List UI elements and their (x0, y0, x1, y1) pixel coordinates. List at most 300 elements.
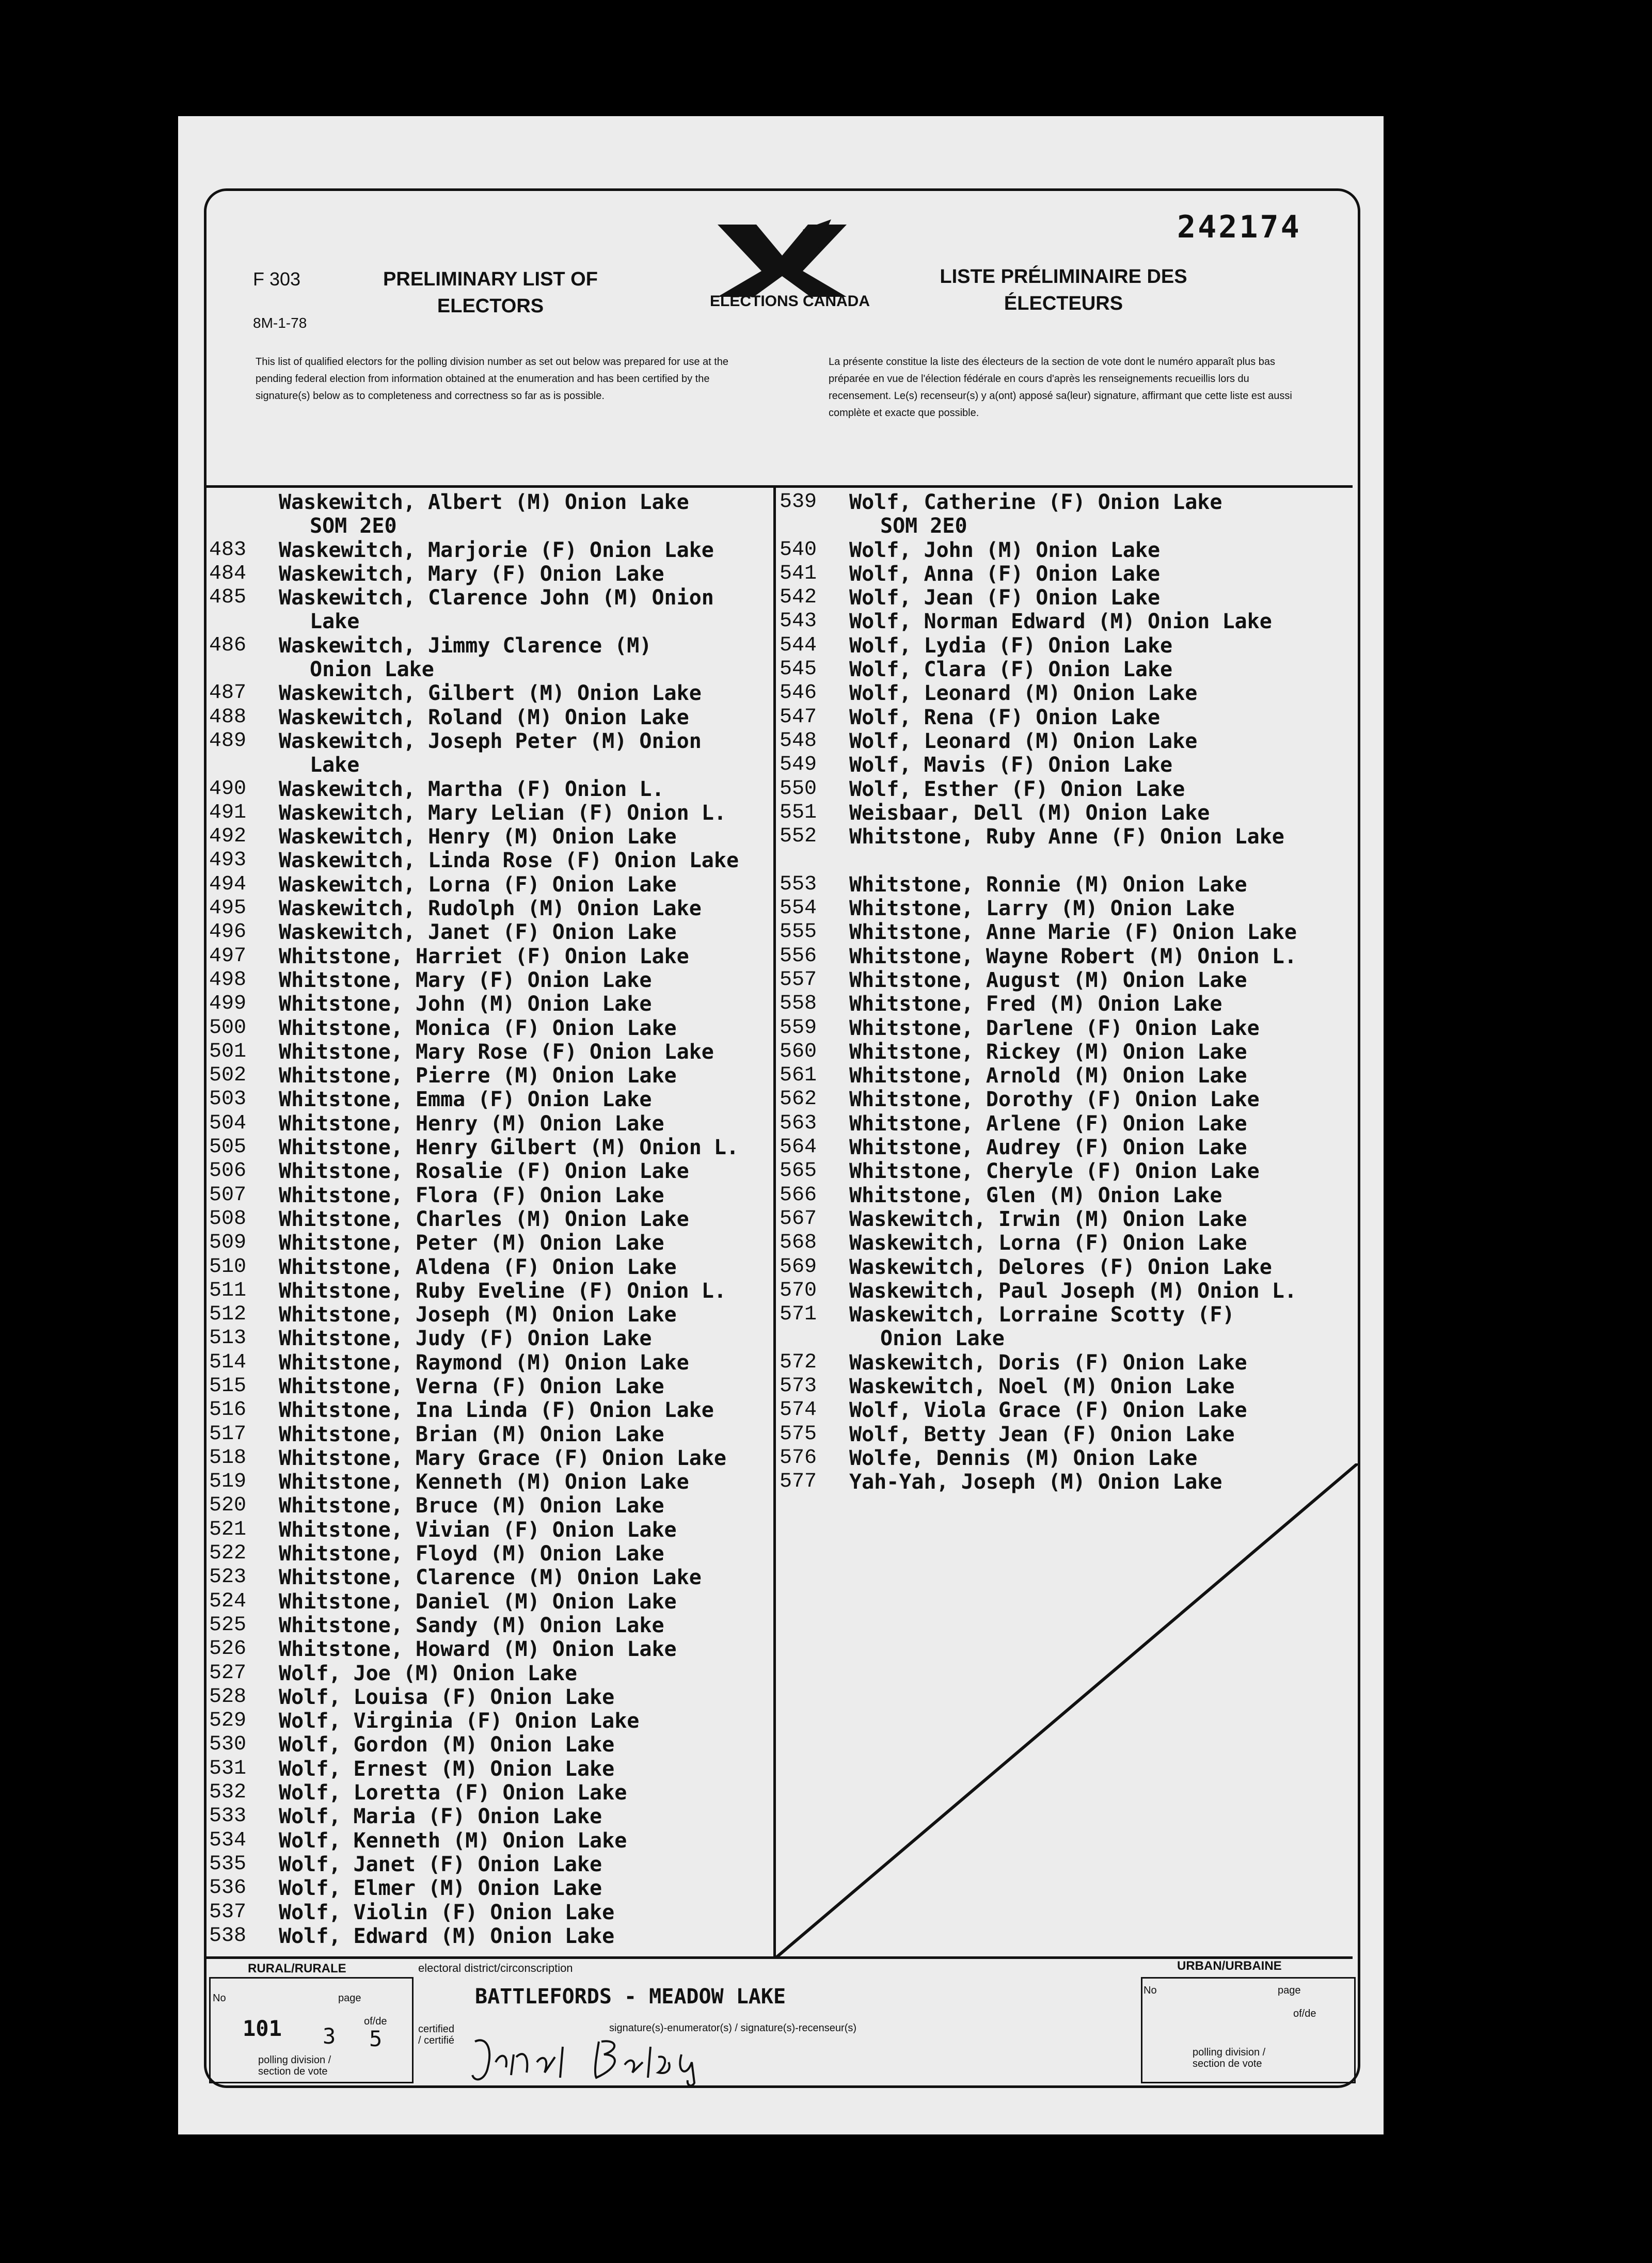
elector-number: 577 (780, 1470, 817, 1494)
elector-entry: Wolf, Violin (F) Onion Lake (279, 1900, 615, 1924)
elector-row (209, 992, 772, 1016)
urban-no-label: No (1143, 1985, 1157, 1996)
elector-entry: Waskewitch, Rudolph (M) Onion Lake (279, 897, 702, 921)
elector-number: 533 (209, 1805, 247, 1828)
poll-number: 101 (243, 2016, 282, 2041)
elector-entry: Whitstone, Aldena (F) Onion Lake (279, 1255, 677, 1279)
elector-entry: Whitstone, Brian (M) Onion Lake (279, 1422, 664, 1446)
elector-row (780, 801, 1353, 825)
elector-entry: Wolf, Lydia (F) Onion Lake (849, 633, 1173, 658)
elector-number: 510 (209, 1255, 247, 1279)
elector-entry: Waskewitch, Linda Rose (F) Onion Lake (279, 849, 739, 873)
elector-entry: Whitstone, Clarence (M) Onion Lake (279, 1566, 702, 1590)
elector-number: 507 (209, 1183, 247, 1207)
logo-text: ELECTIONS CANADA (710, 293, 870, 310)
district-value: BATTLEFORDS - MEADOW LAKE (475, 1985, 786, 2009)
elector-entry: Whitstone, Ina Linda (F) Onion Lake (279, 1398, 714, 1423)
elector-number: 571 (780, 1303, 817, 1327)
elector-row (780, 681, 1353, 705)
elector-entry: Onion Lake (880, 1327, 1005, 1351)
elector-number: 576 (780, 1446, 817, 1470)
elector-row (209, 1375, 772, 1398)
elector-entry: Whitstone, Rickey (M) Onion Lake (849, 1040, 1247, 1064)
elector-number: 553 (780, 872, 817, 896)
elector-row (780, 897, 1353, 920)
elector-number: 575 (780, 1422, 817, 1446)
elector-entry: Whitstone, Bruce (M) Onion Lake (279, 1494, 664, 1518)
elector-entry: Waskewitch, Delores (F) Onion Lake (849, 1255, 1272, 1279)
elector-row (209, 1876, 772, 1900)
elector-entry: Whitstone, Larry (M) Onion Lake (849, 897, 1235, 921)
elector-entry: Whitstone, Peter (M) Onion Lake (279, 1231, 664, 1255)
elector-entry: Whitstone, Raymond (M) Onion Lake (279, 1350, 689, 1375)
elector-row (209, 1231, 772, 1255)
elector-row (780, 920, 1353, 944)
elector-entry: Whitstone, Mary Grace (F) Onion Lake (279, 1446, 726, 1470)
elector-entry: Whitstone, Monica (F) Onion Lake (279, 1016, 677, 1040)
elector-entry: Waskewitch, Marjorie (F) Onion Lake (279, 538, 714, 562)
elector-entry: Whitstone, Kenneth (M) Onion Lake (279, 1470, 689, 1494)
elector-row (780, 634, 1353, 658)
elector-row (209, 849, 772, 872)
elector-entry: Whitstone, Henry (M) Onion Lake (279, 1111, 664, 1136)
right-elector-column (780, 490, 1353, 1494)
header-divider (206, 485, 1353, 488)
elector-entry: Whitstone, Daniel (M) Onion Lake (279, 1589, 677, 1614)
elector-entry: Whitstone, Wayne Robert (M) Onion L. (849, 944, 1297, 968)
elector-number: 521 (209, 1518, 247, 1541)
elector-row (209, 1566, 772, 1589)
elector-entry: Wolf, Rena (F) Onion Lake (849, 705, 1161, 729)
elector-number: 555 (780, 920, 817, 944)
elector-number: 503 (209, 1088, 247, 1111)
elector-row (209, 1016, 772, 1040)
elector-row (780, 1136, 1353, 1159)
elector-row (209, 1829, 772, 1853)
elector-entry: Whitstone, Harriet (F) Onion Lake (279, 944, 689, 968)
elector-entry: Wolf, Elmer (M) Onion Lake (279, 1876, 602, 1901)
elector-number: 490 (209, 777, 247, 801)
elector-number: 502 (209, 1064, 247, 1088)
elector-row (780, 777, 1353, 801)
elector-entry: Whitstone, Ruby Anne (F) Onion Lake (849, 825, 1284, 849)
elector-entry: Waskewitch, Mary Lelian (F) Onion L. (279, 801, 726, 825)
elector-row (209, 1662, 772, 1685)
elector-row (209, 1709, 772, 1733)
elector-entry: Whitstone, Judy (F) Onion Lake (279, 1327, 652, 1351)
elector-entry: Waskewitch, Jimmy Clarence (M) (279, 633, 652, 658)
elector-row (209, 1064, 772, 1088)
elector-entry: Whitstone, Audrey (F) Onion Lake (849, 1136, 1247, 1160)
elector-number: 524 (209, 1589, 247, 1613)
elector-entry: Waskewitch, Paul Joseph (M) Onion L. (849, 1279, 1297, 1303)
elector-row (780, 1040, 1353, 1064)
elector-entry: Whitstone, Rosalie (F) Onion Lake (279, 1159, 689, 1184)
elector-number: 495 (209, 897, 247, 920)
district-label: electoral district/circonscription (418, 1962, 573, 1974)
elector-row (209, 1805, 772, 1828)
page-number: 3 (323, 2023, 336, 2049)
elector-row (780, 1327, 1353, 1350)
elector-number: 513 (209, 1327, 247, 1350)
elector-entry: Whitstone, John (M) Onion Lake (279, 992, 652, 1016)
elector-entry: SOM 2E0 (880, 514, 967, 538)
elector-entry: Waskewitch, Irwin (M) Onion Lake (849, 1207, 1247, 1231)
elector-entry: Whitstone, Sandy (M) Onion Lake (279, 1613, 664, 1637)
elector-row (209, 1733, 772, 1757)
elector-entry: Waskewitch, Doris (F) Onion Lake (849, 1350, 1247, 1375)
elector-entry: Wolf, Mavis (F) Onion Lake (849, 753, 1173, 777)
elections-canada-logo (707, 219, 857, 330)
of-label: of/de (364, 2016, 387, 2027)
elector-row (209, 1901, 772, 1924)
elector-row (209, 1924, 772, 1948)
elector-entry: Waskewitch, Joseph Peter (M) Onion (279, 729, 702, 753)
elector-row (209, 1351, 772, 1375)
elector-number: 572 (780, 1350, 817, 1374)
elector-entry: Whitstone, Flora (F) Onion Lake (279, 1183, 664, 1207)
elector-row (780, 610, 1353, 633)
elector-number: 539 (780, 490, 817, 514)
elector-entry: Wolf, Leonard (M) Onion Lake (849, 729, 1198, 753)
elector-row (780, 538, 1353, 562)
elector-number: 557 (780, 968, 817, 992)
elector-number: 514 (209, 1350, 247, 1374)
elector-number: 570 (780, 1279, 817, 1302)
elector-number: 560 (780, 1040, 817, 1063)
elector-number: 526 (209, 1637, 247, 1661)
elector-row (780, 1184, 1353, 1207)
elector-row (209, 514, 772, 538)
elector-row (780, 968, 1353, 992)
elector-number: 556 (780, 944, 817, 968)
elector-row (209, 1853, 772, 1876)
elector-number: 536 (209, 1876, 247, 1900)
elector-entry: Wolf, Gordon (M) Onion Lake (279, 1733, 615, 1757)
elector-row (209, 825, 772, 849)
elector-row (209, 1136, 772, 1159)
elector-number: 520 (209, 1494, 247, 1518)
elector-number: 494 (209, 872, 247, 896)
elector-entry: Wolf, Clara (F) Onion Lake (849, 658, 1173, 682)
elector-number: 564 (780, 1136, 817, 1159)
elector-row (780, 825, 1353, 849)
elector-row (780, 1231, 1353, 1255)
elector-entry: Wolf, Loretta (F) Onion Lake (279, 1781, 627, 1805)
title-english: PRELIMINARY LIST OF ELECTORS (383, 268, 598, 317)
elector-row (780, 1351, 1353, 1375)
elector-entry: Whitstone, Darlene (F) Onion Lake (849, 1016, 1260, 1040)
elector-row (209, 1637, 772, 1661)
elector-number: 546 (780, 681, 817, 705)
elector-entry: Yah-Yah, Joseph (M) Onion Lake (849, 1470, 1222, 1494)
elector-number: 548 (780, 729, 817, 753)
elector-number: 540 (780, 538, 817, 562)
polling-division-label-left: polling division / section de vote (258, 2054, 331, 2077)
elector-row (209, 1685, 772, 1709)
elector-row (209, 1542, 772, 1566)
rural-label: RURAL/RURALE (248, 1962, 346, 1975)
elector-number: 498 (209, 968, 247, 992)
elector-number: 499 (209, 992, 247, 1016)
elector-number: 511 (209, 1279, 247, 1302)
elector-row (209, 1088, 772, 1111)
elector-entry: Waskewitch, Roland (M) Onion Lake (279, 705, 689, 729)
elector-row (209, 1757, 772, 1781)
elector-row (209, 1303, 772, 1327)
elector-number: 487 (209, 681, 247, 705)
elector-number: 531 (209, 1757, 247, 1780)
elector-entry: Wolf, Catherine (F) Onion Lake (849, 490, 1222, 514)
elector-row (209, 1470, 772, 1494)
elector-row (209, 753, 772, 777)
elector-number: 563 (780, 1111, 817, 1135)
elector-entry: Whitstone, Charles (M) Onion Lake (279, 1207, 689, 1231)
elector-number: 558 (780, 992, 817, 1016)
signature-label: signature(s)-enumerator(s) / signature(s)-recenseur(s) (609, 2022, 857, 2034)
elector-row (209, 1279, 772, 1303)
elector-entry: Whitstone, Dorothy (F) Onion Lake (849, 1088, 1260, 1112)
elector-number: 484 (209, 562, 247, 585)
elector-number: 500 (209, 1016, 247, 1040)
elector-number: 489 (209, 729, 247, 753)
elector-row (209, 1398, 772, 1422)
elector-entry: Whitstone, Fred (M) Onion Lake (849, 992, 1222, 1016)
elector-entry: Waskewitch, Janet (F) Onion Lake (279, 920, 677, 945)
elector-row (209, 729, 772, 753)
elector-entry: Waskewitch, Lorraine Scotty (F) (849, 1303, 1235, 1327)
elector-number: 528 (209, 1685, 247, 1709)
elector-row (780, 1398, 1353, 1422)
elector-row (209, 1518, 772, 1542)
elector-entry: Whitstone, August (M) Onion Lake (849, 968, 1247, 992)
elector-entry: Waskewitch, Martha (F) Onion L. (279, 777, 664, 801)
elector-row (780, 849, 1353, 872)
elector-entry: Whitstone, Arlene (F) Onion Lake (849, 1111, 1247, 1136)
intro-english: This list of qualified electors for the polling division number as set out below was prepared for use at the pending federal election from information obtained at the enumeration and has been certified by the signature(s) below as to completeness and correctness so far as is possible. (256, 356, 729, 402)
elector-row (209, 920, 772, 944)
elector-entry: Whitstone, Vivian (F) Onion Lake (279, 1518, 677, 1542)
elector-number: 562 (780, 1088, 817, 1111)
urban-page-label: page (1278, 1985, 1301, 1996)
elector-entry: Wolf, Anna (F) Onion Lake (849, 562, 1161, 586)
elector-number: 574 (780, 1398, 817, 1422)
elector-entry: Whitstone, Ronnie (M) Onion Lake (849, 872, 1247, 897)
elector-number: 505 (209, 1136, 247, 1159)
elector-number: 550 (780, 777, 817, 801)
elector-number: 551 (780, 801, 817, 824)
elector-row (209, 897, 772, 920)
elector-row (780, 1423, 1353, 1446)
elector-number: 529 (209, 1709, 247, 1733)
elector-entry: Whitstone, Henry Gilbert (M) Onion L. (279, 1136, 739, 1160)
elector-row (209, 1159, 772, 1183)
elector-number: 527 (209, 1661, 247, 1685)
elector-number: 535 (209, 1852, 247, 1876)
elector-number: 543 (780, 610, 817, 633)
elector-entry: Whitstone, Arnold (M) Onion Lake (849, 1064, 1247, 1088)
elector-row (209, 1112, 772, 1136)
elector-number: 491 (209, 801, 247, 824)
elector-number: 493 (209, 849, 247, 872)
elector-entry: SOM 2E0 (310, 514, 397, 538)
elector-number: 496 (209, 920, 247, 944)
elector-number: 549 (780, 753, 817, 777)
elector-row (780, 729, 1353, 753)
elector-entry: Waskewitch, Albert (M) Onion Lake (279, 490, 689, 514)
elector-number: 569 (780, 1255, 817, 1279)
elector-number: 523 (209, 1566, 247, 1589)
elector-number: 516 (209, 1398, 247, 1422)
elector-row (780, 658, 1353, 681)
elector-entry: Wolf, John (M) Onion Lake (849, 538, 1161, 562)
elector-row (780, 1088, 1353, 1111)
elector-number: 515 (209, 1374, 247, 1398)
elector-entry: Whitstone, Glen (M) Onion Lake (849, 1183, 1222, 1207)
polling-division-label-right: polling division / section de vote (1193, 2047, 1266, 2069)
elector-number: 486 (209, 633, 247, 657)
elector-row (780, 706, 1353, 729)
page-label: page (338, 1993, 361, 2004)
elector-row (209, 1423, 772, 1446)
elector-row (209, 538, 772, 562)
elector-number: 517 (209, 1422, 247, 1446)
elector-row (780, 1064, 1353, 1088)
elector-number: 485 (209, 586, 247, 610)
elector-entry: Waskewitch, Clarence John (M) Onion (279, 586, 714, 610)
elector-number: 518 (209, 1446, 247, 1470)
elector-entry: Whitstone, Cheryle (F) Onion Lake (849, 1159, 1260, 1184)
urban-label: URBAN/URBAINE (1177, 1959, 1282, 1973)
elector-entry: Onion Lake (310, 658, 434, 682)
elector-entry: Whitstone, Joseph (M) Onion Lake (279, 1303, 677, 1327)
poll-no-label: No (213, 1993, 226, 2004)
elector-number: 522 (209, 1542, 247, 1566)
elector-row (209, 586, 772, 610)
elector-number: 573 (780, 1374, 817, 1398)
elector-row (780, 1016, 1353, 1040)
elector-entry: Whitstone, Floyd (M) Onion Lake (279, 1542, 664, 1566)
elector-number: 501 (209, 1040, 247, 1063)
elector-entry: Wolf, Kenneth (M) Onion Lake (279, 1828, 627, 1853)
elector-entry: Waskewitch, Gilbert (M) Onion Lake (279, 681, 702, 706)
elector-entry: Whitstone, Verna (F) Onion Lake (279, 1374, 664, 1398)
elector-number: 552 (780, 825, 817, 849)
elector-number: 532 (209, 1781, 247, 1805)
elector-number: 541 (780, 562, 817, 585)
elector-entry: Wolf, Maria (F) Onion Lake (279, 1805, 602, 1829)
elector-number: 506 (209, 1159, 247, 1183)
elector-row (209, 1184, 772, 1207)
urban-of-label: of/de (1293, 2008, 1316, 2019)
elector-number: 565 (780, 1159, 817, 1183)
elector-row (209, 658, 772, 681)
elector-row (780, 1303, 1353, 1327)
left-elector-column (209, 490, 772, 1948)
elector-row (780, 586, 1353, 610)
elector-row (780, 1159, 1353, 1183)
elector-row (780, 1279, 1353, 1303)
elector-entry: Waskewitch, Henry (M) Onion Lake (279, 825, 677, 849)
elector-number: 566 (780, 1183, 817, 1207)
elector-number: 534 (209, 1828, 247, 1852)
elector-entry: Wolf, Joe (M) Onion Lake (279, 1661, 577, 1685)
elector-entry: Waskewitch, Mary (F) Onion Lake (279, 562, 664, 586)
elector-number: 525 (209, 1613, 247, 1637)
elector-number: 538 (209, 1924, 247, 1948)
elector-number: 492 (209, 825, 247, 849)
elector-entry: Lake (310, 753, 360, 777)
elector-entry: Wolf, Jean (F) Onion Lake (849, 586, 1161, 610)
elector-entry: Weisbaar, Dell (M) Onion Lake (849, 801, 1210, 825)
elector-number: 537 (209, 1900, 247, 1924)
elector-number: 483 (209, 538, 247, 562)
elector-row (780, 873, 1353, 897)
elector-number: 561 (780, 1064, 817, 1088)
elector-entry: Whitstone, Mary (F) Onion Lake (279, 968, 652, 992)
elector-entry: Whitstone, Mary Rose (F) Onion Lake (279, 1040, 714, 1064)
elector-row (780, 1112, 1353, 1136)
elector-row (209, 1040, 772, 1064)
elector-entry: Whitstone, Emma (F) Onion Lake (279, 1088, 652, 1112)
elector-row (209, 801, 772, 825)
elector-entry: Whitstone, Pierre (M) Onion Lake (279, 1064, 677, 1088)
form-number: F 303 (253, 268, 301, 290)
elector-number: 542 (780, 586, 817, 610)
elector-number: 547 (780, 705, 817, 729)
elector-row (209, 1614, 772, 1637)
elector-entry: Wolf, Louisa (F) Onion Lake (279, 1685, 615, 1709)
elector-entry: Wolf, Virginia (F) Onion Lake (279, 1709, 640, 1733)
elector-row (780, 562, 1353, 586)
elector-entry: Wolf, Edward (M) Onion Lake (279, 1924, 615, 1948)
of-number: 5 (369, 2026, 383, 2051)
elector-row (209, 1327, 772, 1350)
void-slash-line (774, 1463, 1358, 1959)
elector-row (209, 634, 772, 658)
elector-number: 559 (780, 1016, 817, 1040)
elector-row (209, 1255, 772, 1279)
elector-row (209, 1494, 772, 1518)
elector-number: 568 (780, 1231, 817, 1255)
elector-row (780, 992, 1353, 1016)
elector-row (209, 681, 772, 705)
elector-number: 509 (209, 1231, 247, 1255)
elector-number: 488 (209, 705, 247, 729)
elector-entry: Waskewitch, Lorna (F) Onion Lake (849, 1231, 1247, 1255)
elector-row (209, 490, 772, 514)
elector-entry: Whitstone, Anne Marie (F) Onion Lake (849, 920, 1297, 945)
elector-row (209, 562, 772, 586)
intro-french: La présente constitue la liste des électeurs de la section de vote dont le numéro apparaît plus bas préparée en vue de l'élection fédérale en cours d'après les renseignements recueillis lors du recensement. Le(s) recenseur(s) y a(ont) apposé sa(leur) signature, affirmant que cette liste est aussi complète et exacte que possible. (829, 356, 1292, 419)
elector-entry: Wolf, Viola Grace (F) Onion Lake (849, 1398, 1247, 1423)
elector-row (209, 610, 772, 633)
elector-entry: Waskewitch, Noel (M) Onion Lake (849, 1374, 1235, 1398)
elector-entry: Whitstone, Ruby Eveline (F) Onion L. (279, 1279, 726, 1303)
elector-row (209, 873, 772, 897)
elector-number: 504 (209, 1111, 247, 1135)
elector-row (209, 945, 772, 968)
elector-row (209, 1590, 772, 1614)
elector-number: 544 (780, 633, 817, 657)
elector-row (780, 490, 1353, 514)
elector-number: 554 (780, 897, 817, 920)
enumerator-signature (465, 2026, 754, 2088)
elector-number: 497 (209, 944, 247, 968)
elector-row (780, 1255, 1353, 1279)
elector-row (209, 1446, 772, 1470)
elector-row (209, 1207, 772, 1231)
